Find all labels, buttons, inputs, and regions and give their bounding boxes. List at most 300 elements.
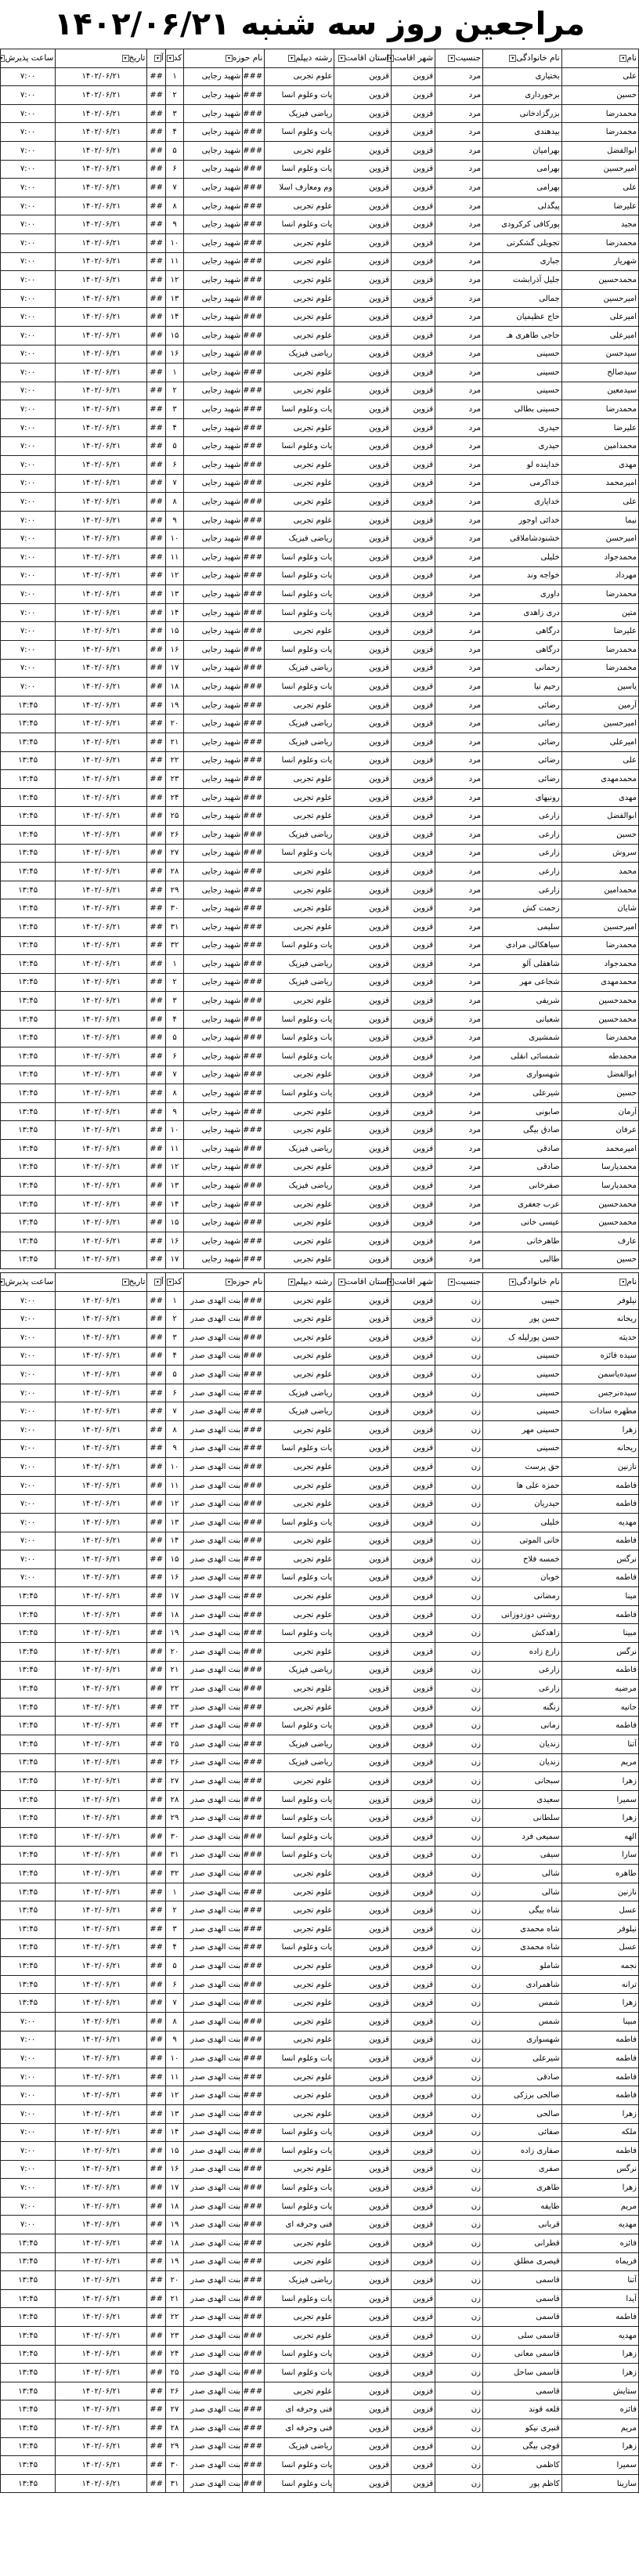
table-cell[interactable]: قزوین	[334, 899, 392, 918]
table-cell[interactable]: یات وعلوم انسا	[265, 1809, 334, 1828]
table-cell[interactable]: فائزه	[561, 2401, 638, 2419]
table-cell[interactable]: قزوین	[334, 233, 392, 252]
table-cell[interactable]: ##	[147, 1550, 165, 1569]
table-cell[interactable]: ##	[147, 1605, 165, 1624]
table-cell[interactable]: خداکرمی	[482, 474, 561, 493]
column-header[interactable]	[56, 49, 147, 68]
table-cell[interactable]: قزوین	[334, 1102, 392, 1121]
column-header[interactable]	[1, 1273, 56, 1292]
table-cell[interactable]: ۱۴۰۲/۰۶/۲۱	[56, 1065, 147, 1084]
table-cell[interactable]: قزوین	[334, 825, 392, 844]
table-cell[interactable]: قزوین	[391, 1550, 435, 1569]
table-cell[interactable]: یات وعلوم انسا	[265, 2179, 334, 2198]
table-cell[interactable]: ###	[243, 1717, 265, 1735]
table-cell[interactable]: ۲	[165, 382, 183, 400]
table-cell[interactable]: ###	[243, 530, 265, 548]
table-cell[interactable]: بختیاری	[482, 67, 561, 86]
table-cell[interactable]: ۵	[165, 1029, 183, 1047]
table-cell[interactable]: ##	[147, 67, 165, 86]
table-cell[interactable]: شهید رجایی	[184, 1121, 243, 1140]
table-cell[interactable]: قزوین	[391, 326, 435, 345]
table-cell[interactable]: بهرامی	[482, 179, 561, 197]
table-cell[interactable]: ###	[243, 67, 265, 86]
table-cell[interactable]: ۷:۰۰	[1, 2012, 56, 2031]
table-cell[interactable]: ۷:۰۰	[1, 308, 56, 327]
table-cell[interactable]: علوم تجربی	[265, 1957, 334, 1976]
table-cell[interactable]: قزوین	[334, 2419, 392, 2438]
table-cell[interactable]: ۱۴۰۲/۰۶/۲۱	[56, 1010, 147, 1029]
table-cell[interactable]: ۱۴۰۲/۰۶/۲۱	[56, 197, 147, 215]
table-cell[interactable]: قزوین	[334, 1250, 392, 1269]
table-cell[interactable]: ۲۳	[165, 1698, 183, 1717]
table-cell[interactable]: ۳۲	[165, 936, 183, 955]
table-cell[interactable]: ##	[147, 1901, 165, 1920]
table-cell[interactable]: فاطمه	[561, 2031, 638, 2050]
table-cell[interactable]: بنت الهدی صدر	[184, 2271, 243, 2290]
filter-dropdown-icon[interactable]: ▾	[0, 55, 5, 62]
table-cell[interactable]: ۷:۰۰	[1, 2104, 56, 2123]
table-cell[interactable]: صفائی	[482, 2123, 561, 2142]
table-cell[interactable]: قزوین	[391, 715, 435, 733]
table-cell[interactable]: قزوین	[334, 364, 392, 382]
table-cell[interactable]: قزوین	[391, 955, 435, 974]
table-cell[interactable]: محمدپارسا	[561, 1177, 638, 1196]
table-cell[interactable]: قزوین	[334, 1495, 392, 1514]
table-cell[interactable]: ۱۳:۴۵	[1, 1084, 56, 1103]
table-cell[interactable]: زن	[435, 2086, 483, 2105]
table-cell[interactable]: ۴	[165, 418, 183, 437]
table-cell[interactable]: مرد	[435, 825, 483, 844]
table-cell[interactable]: ##	[147, 493, 165, 512]
table-cell[interactable]: شهید رجایی	[184, 733, 243, 751]
table-cell[interactable]: ۱۳:۴۵	[1, 1102, 56, 1121]
table-cell[interactable]: شهید رجایی	[184, 807, 243, 826]
table-cell[interactable]: شهید رجایی	[184, 1140, 243, 1159]
table-cell[interactable]: ۱۳:۴۵	[1, 1158, 56, 1177]
table-cell[interactable]: محمدحسین	[561, 1195, 638, 1214]
table-cell[interactable]: ۱۴۰۲/۰۶/۲۱	[56, 2419, 147, 2438]
table-cell[interactable]: مرد	[435, 271, 483, 290]
table-cell[interactable]: قزوین	[334, 2308, 392, 2327]
table-cell[interactable]: ۱۴۰۲/۰۶/۲۱	[56, 641, 147, 660]
table-cell[interactable]: شهید رجایی	[184, 936, 243, 955]
table-cell[interactable]: ۱۴۰۲/۰۶/۲۱	[56, 233, 147, 252]
table-cell[interactable]: ۷:۰۰	[1, 1568, 56, 1587]
table-cell[interactable]: مبینا	[561, 1624, 638, 1643]
table-cell[interactable]: ##	[147, 2012, 165, 2031]
table-cell[interactable]: ##	[147, 1121, 165, 1140]
table-cell[interactable]: قزوین	[391, 566, 435, 585]
table-cell[interactable]: حسینی	[482, 1384, 561, 1402]
table-cell[interactable]: قزوین	[334, 2345, 392, 2364]
table-cell[interactable]: ۹	[165, 1102, 183, 1121]
table-cell[interactable]: ###	[243, 418, 265, 437]
table-cell[interactable]: یات وعلوم انسا	[265, 548, 334, 567]
table-cell[interactable]: ریاضی فیزیک	[265, 733, 334, 751]
table-cell[interactable]: شاه محمدی	[482, 1938, 561, 1957]
table-cell[interactable]: مرد	[435, 530, 483, 548]
table-cell[interactable]: ###	[243, 2437, 265, 2456]
table-cell[interactable]: ۱۴۰۲/۰۶/۲۱	[56, 2271, 147, 2290]
column-header[interactable]	[561, 1273, 638, 1292]
table-cell[interactable]: ۲۷	[165, 844, 183, 863]
table-cell[interactable]: حسینی	[482, 345, 561, 364]
table-cell[interactable]: علوم تجربی	[265, 1605, 334, 1624]
table-cell[interactable]: ۸	[165, 1420, 183, 1439]
table-cell[interactable]: ۷	[165, 179, 183, 197]
table-cell[interactable]: مرد	[435, 973, 483, 992]
table-cell[interactable]: مرد	[435, 233, 483, 252]
table-cell[interactable]: ۱۳:۴۵	[1, 2308, 56, 2327]
table-cell[interactable]: مهدی	[561, 788, 638, 807]
column-header[interactable]	[165, 49, 183, 68]
table-cell[interactable]: مرد	[435, 788, 483, 807]
table-cell[interactable]: ۱۴۰۲/۰۶/۲۱	[56, 2123, 147, 2142]
table-cell[interactable]: ۲۵	[165, 1735, 183, 1754]
table-cell[interactable]: ۹	[165, 2031, 183, 2050]
table-cell[interactable]: شجاعی مهر	[482, 973, 561, 992]
table-cell[interactable]: ۲۵	[165, 2364, 183, 2382]
table-cell[interactable]: ##	[147, 1310, 165, 1329]
table-cell[interactable]: ۱۴۰۲/۰۶/۲۱	[56, 881, 147, 899]
table-cell[interactable]: ۸	[165, 197, 183, 215]
table-cell[interactable]: ##	[147, 1624, 165, 1643]
table-cell[interactable]: شهسواری	[482, 1065, 561, 1084]
table-cell[interactable]: قزوین	[334, 2327, 392, 2346]
table-cell[interactable]: ##	[147, 1717, 165, 1735]
column-header[interactable]	[561, 49, 638, 68]
table-cell[interactable]: محمدرضا	[561, 936, 638, 955]
table-cell[interactable]: ۱۴۰۲/۰۶/۲۱	[56, 308, 147, 327]
table-cell[interactable]: بنت الهدی صدر	[184, 1550, 243, 1569]
table-cell[interactable]: قزوین	[391, 456, 435, 475]
table-cell[interactable]: علیرضا	[561, 197, 638, 215]
table-cell[interactable]: ##	[147, 1883, 165, 1901]
table-cell[interactable]: جمالی	[482, 289, 561, 308]
table-cell[interactable]: قزوین	[334, 1550, 392, 1569]
table-cell[interactable]: ##	[147, 1809, 165, 1828]
table-cell[interactable]: کاظمی	[482, 2456, 561, 2475]
table-cell[interactable]: ریاضی فیزیک	[265, 2437, 334, 2456]
table-cell[interactable]: یات وعلوم انسا	[265, 566, 334, 585]
table-cell[interactable]: ۲۲	[165, 2308, 183, 2327]
table-cell[interactable]: ##	[147, 215, 165, 234]
table-cell[interactable]: ۷:۰۰	[1, 1291, 56, 1310]
table-cell[interactable]: قزوین	[391, 659, 435, 678]
table-cell[interactable]: ۱۴۰۲/۰۶/۲۱	[56, 1458, 147, 1477]
table-cell[interactable]: زن	[435, 1402, 483, 1421]
table-cell[interactable]: ۳۱	[165, 1846, 183, 1865]
table-cell[interactable]: قزوین	[391, 400, 435, 419]
table-cell[interactable]: ۷:۰۰	[1, 364, 56, 382]
table-cell[interactable]: قزوین	[391, 1102, 435, 1121]
table-cell[interactable]: برخورداری	[482, 86, 561, 105]
table-cell[interactable]: حسینی	[482, 1439, 561, 1458]
table-cell[interactable]: قزوین	[334, 1975, 392, 1994]
table-cell[interactable]: مرد	[435, 1102, 483, 1121]
table-cell[interactable]: ###	[243, 844, 265, 863]
table-cell[interactable]: یات وعلوم انسا	[265, 1029, 334, 1047]
table-cell[interactable]: ۲۶	[165, 825, 183, 844]
table-cell[interactable]: ۷	[165, 1065, 183, 1084]
table-cell[interactable]: یات وعلوم انسا	[265, 1568, 334, 1587]
table-cell[interactable]: ۲۸	[165, 863, 183, 881]
table-cell[interactable]: سمیرا	[561, 1790, 638, 1809]
table-cell[interactable]: زن	[435, 1661, 483, 1680]
table-cell[interactable]: ۱۳:۴۵	[1, 1938, 56, 1957]
table-cell[interactable]: سیاهکالی مرادی	[482, 936, 561, 955]
table-cell[interactable]: ##	[147, 733, 165, 751]
table-cell[interactable]: ###	[243, 1291, 265, 1310]
table-cell[interactable]: قزوین	[334, 641, 392, 660]
table-cell[interactable]: خداینده لو	[482, 456, 561, 475]
table-cell[interactable]: ۱۳:۴۵	[1, 1065, 56, 1084]
table-cell[interactable]: قزوین	[391, 2031, 435, 2050]
table-cell[interactable]: ریحانه	[561, 1439, 638, 1458]
table-cell[interactable]: ۱۳:۴۵	[1, 992, 56, 1011]
table-cell[interactable]: مرد	[435, 289, 483, 308]
table-cell[interactable]: ۱۴۰۲/۰۶/۲۱	[56, 1328, 147, 1347]
table-cell[interactable]: قزوین	[334, 2179, 392, 2198]
table-cell[interactable]: یات وعلوم انسا	[265, 936, 334, 955]
table-cell[interactable]: مرد	[435, 493, 483, 512]
table-cell[interactable]: قزوین	[334, 585, 392, 604]
table-cell[interactable]: ###	[243, 733, 265, 751]
table-cell[interactable]: ###	[243, 1310, 265, 1329]
table-cell[interactable]: قزوین	[391, 2068, 435, 2086]
table-cell[interactable]: ۸	[165, 2012, 183, 2031]
table-cell[interactable]: ۱۸	[165, 2234, 183, 2253]
table-cell[interactable]: مرد	[435, 382, 483, 400]
table-cell[interactable]: ۱۳:۴۵	[1, 825, 56, 844]
table-cell[interactable]: آیدا	[561, 2289, 638, 2308]
table-cell[interactable]: یات وعلوم انسا	[265, 2364, 334, 2382]
table-cell[interactable]: یات وعلوم انسا	[265, 123, 334, 142]
table-cell[interactable]: محمدحسین	[561, 1010, 638, 1029]
table-cell[interactable]: حاج عظیمیان	[482, 308, 561, 327]
table-cell[interactable]: ۱۳:۴۵	[1, 2327, 56, 2346]
table-cell[interactable]: ۱۲	[165, 1158, 183, 1177]
table-cell[interactable]: ###	[243, 1065, 265, 1084]
table-cell[interactable]: قزوین	[334, 2086, 392, 2105]
table-cell[interactable]: ###	[243, 2050, 265, 2068]
table-cell[interactable]: قزوین	[391, 1790, 435, 1809]
table-cell[interactable]: ##	[147, 1532, 165, 1550]
table-cell[interactable]: بنت الهدی صدر	[184, 2068, 243, 2086]
table-cell[interactable]: شهید رجایی	[184, 1195, 243, 1214]
table-cell[interactable]: قزوین	[391, 2050, 435, 2068]
table-cell[interactable]: ۲۵	[165, 807, 183, 826]
table-cell[interactable]: ۷:۰۰	[1, 2142, 56, 2161]
table-cell[interactable]: قزوین	[334, 1532, 392, 1550]
table-cell[interactable]: یات وعلوم انسا	[265, 641, 334, 660]
table-cell[interactable]: ۱۴۰۲/۰۶/۲۱	[56, 973, 147, 992]
table-cell[interactable]: بنت الهدی صدر	[184, 2123, 243, 2142]
table-cell[interactable]: ###	[243, 751, 265, 770]
table-cell[interactable]: ###	[243, 2031, 265, 2050]
table-cell[interactable]: قزوین	[391, 2197, 435, 2216]
table-cell[interactable]: زن	[435, 1753, 483, 1772]
table-cell[interactable]: قزوین	[391, 1439, 435, 1458]
table-cell[interactable]: مبینا	[561, 2012, 638, 2031]
table-cell[interactable]: ۱۸	[165, 1605, 183, 1624]
table-cell[interactable]: ###	[243, 86, 265, 105]
table-cell[interactable]: قزوین	[391, 1047, 435, 1066]
table-cell[interactable]: محمدرضا	[561, 104, 638, 123]
table-cell[interactable]: ###	[243, 2401, 265, 2419]
table-cell[interactable]: ۱۳:۴۵	[1, 2364, 56, 2382]
table-cell[interactable]: یات وعلوم انسا	[265, 160, 334, 179]
table-cell[interactable]: شمشیری	[482, 1029, 561, 1047]
table-cell[interactable]: قزوین	[391, 1384, 435, 1402]
table-cell[interactable]: ###	[243, 474, 265, 493]
table-cell[interactable]: علوم تجربی	[265, 67, 334, 86]
table-cell[interactable]: ۳۱	[165, 917, 183, 936]
table-cell[interactable]: ##	[147, 585, 165, 604]
table-cell[interactable]: ۷:۰۰	[1, 548, 56, 567]
table-cell[interactable]: علوم تجربی	[265, 622, 334, 641]
table-cell[interactable]: بنت الهدی صدر	[184, 1698, 243, 1717]
table-cell[interactable]: محمد	[561, 863, 638, 881]
table-cell[interactable]: ۱۹	[165, 1624, 183, 1643]
table-cell[interactable]: ۷:۰۰	[1, 1366, 56, 1384]
table-cell[interactable]: طایفه	[482, 2197, 561, 2216]
table-cell[interactable]: یات وعلوم انسا	[265, 215, 334, 234]
table-cell[interactable]: قزوین	[391, 2012, 435, 2031]
table-cell[interactable]: قزوین	[334, 1772, 392, 1791]
table-cell[interactable]: ###	[243, 1195, 265, 1214]
table-cell[interactable]: مرضیه	[561, 1680, 638, 1699]
table-cell[interactable]: ##	[147, 2382, 165, 2401]
table-cell[interactable]: بنت الهدی صدر	[184, 1717, 243, 1735]
table-cell[interactable]: ۱۴۰۲/۰۶/۲۱	[56, 1587, 147, 1606]
table-cell[interactable]: زن	[435, 1901, 483, 1920]
table-cell[interactable]: قزوین	[334, 992, 392, 1011]
table-cell[interactable]: ۱۴۰۲/۰۶/۲۱	[56, 1605, 147, 1624]
table-cell[interactable]: ۷	[165, 1402, 183, 1421]
table-cell[interactable]: ##	[147, 289, 165, 308]
table-cell[interactable]: ۷:۰۰	[1, 2050, 56, 2068]
table-cell[interactable]: ۷:۰۰	[1, 456, 56, 475]
table-cell[interactable]: زهرا	[561, 1772, 638, 1791]
table-cell[interactable]: قزوین	[391, 160, 435, 179]
table-cell[interactable]: علوم تجربی	[265, 493, 334, 512]
table-cell[interactable]: علوم تجربی	[265, 1495, 334, 1514]
table-cell[interactable]: مینا	[561, 1587, 638, 1606]
table-cell[interactable]: ###	[243, 1010, 265, 1029]
table-cell[interactable]: ##	[147, 715, 165, 733]
table-cell[interactable]: محمدرضا	[561, 585, 638, 604]
table-cell[interactable]: قزوین	[334, 2031, 392, 2050]
table-cell[interactable]: قزوین	[334, 2289, 392, 2308]
table-cell[interactable]: ۷:۰۰	[1, 2086, 56, 2105]
table-cell[interactable]: علوم تجربی	[265, 252, 334, 271]
table-cell[interactable]: مرد	[435, 215, 483, 234]
table-cell[interactable]: قزوین	[334, 696, 392, 715]
table-cell[interactable]: صابونی	[482, 1102, 561, 1121]
table-cell[interactable]: صادقی	[482, 1140, 561, 1159]
table-cell[interactable]: قزوین	[391, 530, 435, 548]
table-cell[interactable]: قزوین	[334, 1214, 392, 1232]
table-cell[interactable]: ۹	[165, 215, 183, 234]
table-cell[interactable]: قزوین	[391, 641, 435, 660]
table-cell[interactable]: ۷:۰۰	[1, 1476, 56, 1495]
table-cell[interactable]: ۱۴۰۲/۰۶/۲۱	[56, 1994, 147, 2013]
table-cell[interactable]: ###	[243, 1994, 265, 2013]
table-cell[interactable]: زن	[435, 1938, 483, 1957]
table-cell[interactable]: بنت الهدی صدر	[184, 2086, 243, 2105]
table-cell[interactable]: زن	[435, 1458, 483, 1477]
table-cell[interactable]: محمدرضا	[561, 123, 638, 142]
table-cell[interactable]: محمدجواد	[561, 955, 638, 974]
table-cell[interactable]: مرد	[435, 1047, 483, 1066]
table-cell[interactable]: ۱۲	[165, 1495, 183, 1514]
table-cell[interactable]: زن	[435, 2419, 483, 2438]
table-cell[interactable]: درگاهی	[482, 622, 561, 641]
table-cell[interactable]: ۱۴۰۲/۰۶/۲۱	[56, 1883, 147, 1901]
table-cell[interactable]: ۲۴	[165, 1717, 183, 1735]
table-cell[interactable]: ۶	[165, 456, 183, 475]
table-cell[interactable]: ###	[243, 1919, 265, 1938]
table-cell[interactable]: ###	[243, 2252, 265, 2271]
table-cell[interactable]: ۱۴۰۲/۰۶/۲۱	[56, 326, 147, 345]
table-cell[interactable]: بنت الهدی صدر	[184, 2456, 243, 2475]
table-cell[interactable]: قزوین	[391, 992, 435, 1011]
table-cell[interactable]: زن	[435, 2252, 483, 2271]
table-cell[interactable]: شهید رجایی	[184, 788, 243, 807]
table-cell[interactable]: زن	[435, 2068, 483, 2086]
table-cell[interactable]: ##	[147, 863, 165, 881]
table-cell[interactable]: عرب جعفری	[482, 1195, 561, 1214]
table-cell[interactable]: رمضانی	[482, 1587, 561, 1606]
table-cell[interactable]: علوم تجربی	[265, 1476, 334, 1495]
table-cell[interactable]: بنت الهدی صدر	[184, 2308, 243, 2327]
table-cell[interactable]: امیرحسن	[561, 530, 638, 548]
table-cell[interactable]: قزوین	[391, 67, 435, 86]
table-cell[interactable]: قزوین	[334, 1402, 392, 1421]
table-cell[interactable]: ##	[147, 2068, 165, 2086]
table-cell[interactable]: علوم تجربی	[265, 788, 334, 807]
table-cell[interactable]: حیدری	[482, 418, 561, 437]
table-cell[interactable]: زمانی	[482, 1717, 561, 1735]
table-cell[interactable]: یات وعلوم انسا	[265, 2050, 334, 2068]
table-cell[interactable]: ##	[147, 1975, 165, 1994]
table-cell[interactable]: متین	[561, 603, 638, 622]
table-cell[interactable]: فاطمه	[561, 1661, 638, 1680]
table-cell[interactable]: ۱۴	[165, 1532, 183, 1550]
table-cell[interactable]: علوم تجربی	[265, 1994, 334, 2013]
table-cell[interactable]: شمس	[482, 2012, 561, 2031]
table-cell[interactable]: ۱۰	[165, 2050, 183, 2068]
table-cell[interactable]: فاطمه	[561, 2086, 638, 2105]
table-cell[interactable]: علوم تجربی	[265, 289, 334, 308]
table-cell[interactable]: شهید رجایی	[184, 844, 243, 863]
table-cell[interactable]: ###	[243, 1643, 265, 1662]
table-cell[interactable]: ۱	[165, 364, 183, 382]
table-cell[interactable]: ۷:۰۰	[1, 123, 56, 142]
table-cell[interactable]: ###	[243, 123, 265, 142]
table-cell[interactable]: بنت الهدی صدر	[184, 1901, 243, 1920]
table-cell[interactable]: قزوین	[334, 1846, 392, 1865]
table-cell[interactable]: قزوین	[334, 659, 392, 678]
table-cell[interactable]: ###	[243, 1158, 265, 1177]
filter-dropdown-icon[interactable]: ▾	[509, 55, 516, 62]
table-cell[interactable]: قزوین	[391, 2382, 435, 2401]
table-cell[interactable]: ۱۴۰۲/۰۶/۲۱	[56, 123, 147, 142]
table-cell[interactable]: ۱۴۰۲/۰۶/۲۱	[56, 141, 147, 160]
table-cell[interactable]: آتنا	[561, 1735, 638, 1754]
table-cell[interactable]: محمدمهدی	[561, 973, 638, 992]
